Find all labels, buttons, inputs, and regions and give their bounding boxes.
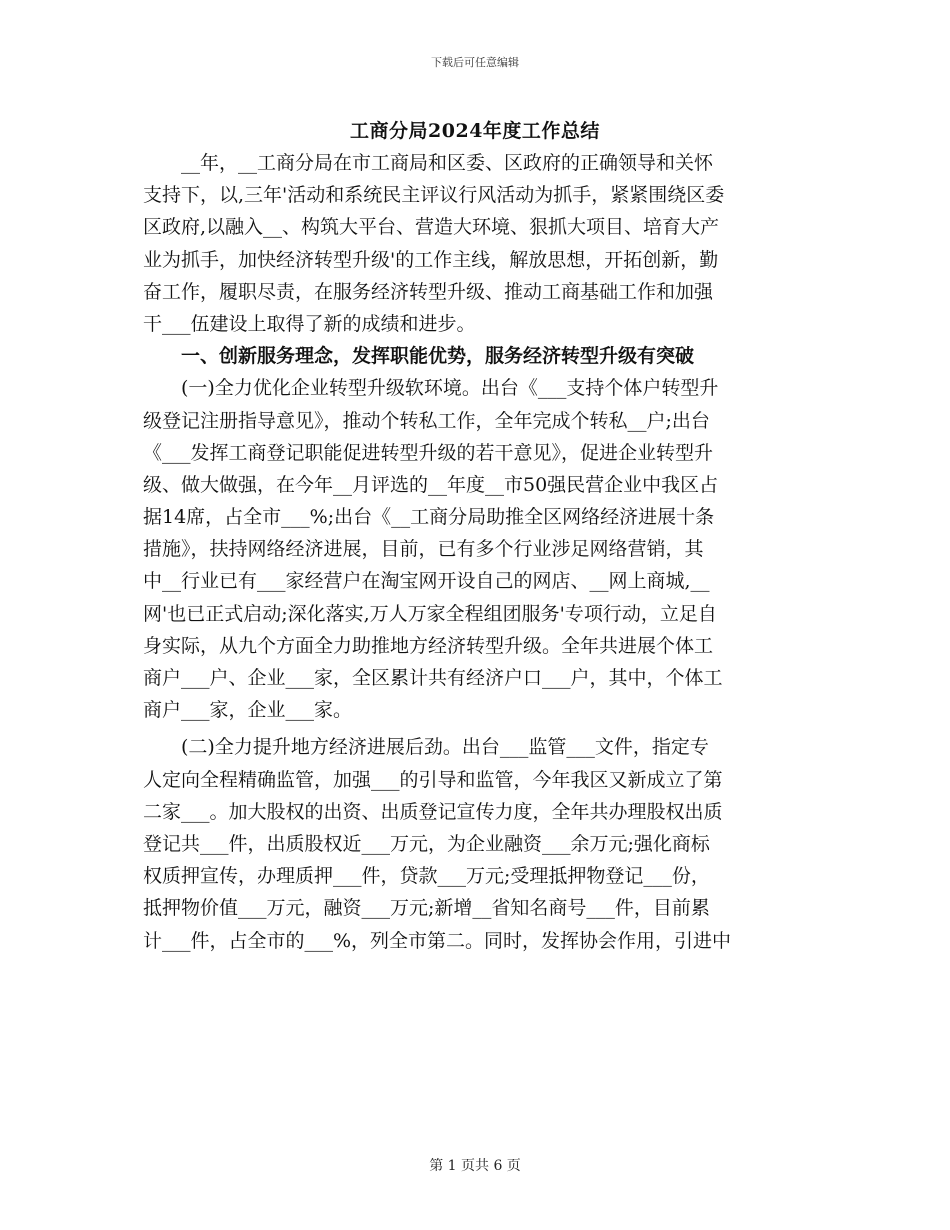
paragraph-line: 人定向全程精确监管，加强___的引导和监管，今年我区又新成立了第 — [143, 768, 723, 791]
paragraph-line: 干___伍建设上取得了新的成绩和进步。 — [143, 312, 476, 335]
paragraph-line: 区政府,以融入__、构筑大平台、营造大环境、狠抓大项目、培育大产 — [143, 216, 720, 239]
paragraph-line: 商户___家，企业___家。 — [143, 699, 353, 722]
paragraph-line: 奋工作，履职尽责，在服务经济转型升级、推动工商基础工作和加强 — [143, 280, 714, 303]
paragraph-line: 抵押物价值___万元，融资___万元;新增__省知名商号___件，目前累 — [143, 897, 710, 920]
header-note: 下载后可任意编辑 — [431, 56, 519, 69]
paragraph-line: 支持下，以,三年'活动和系统民主评议行风活动为抓手，紧紧围绕区委 — [143, 184, 725, 207]
paragraph-line: 业为抓手，加快经济转型升级'的工作主线，解放思想，开拓创新，勤 — [143, 248, 719, 271]
paragraph-line: 据14席，占全市___%;出台《__工商分局助推全区网络经济进展十条 — [143, 506, 715, 529]
paragraph-line: 二家___。加大股权的出资、出质登记宣传力度，全年共办理股权出质 — [143, 800, 723, 823]
document-title: 工商分局2024年度工作总结 — [350, 120, 600, 142]
paragraph-line: __年，__工商分局在市工商局和区委、区政府的正确领导和关怀 — [143, 152, 714, 174]
paragraph-line: 网'也已正式启动;深化落实,万人万家全程组团服务'专项行动，立足自 — [143, 602, 717, 625]
paragraph-line: 计___件，占全市的___%，列全市第二。同时，发挥协会作用，引进中 — [143, 929, 732, 952]
paragraph-line: 《___发挥工商登记职能促进转型升级的若干意见》，促进企业转型升 — [143, 441, 714, 464]
section-heading: 一、创新服务理念，发挥职能优势，服务经济转型升级有突破 — [143, 345, 695, 368]
paragraph-line: 级登记注册指导意见》，推动个转私工作，全年完成个转私__户;出台 — [143, 409, 710, 432]
paragraph-line: (一)全力优化企业转型升级软环境。出台《___支持个体户转型升 — [143, 377, 719, 400]
document-body — [143, 147, 807, 957]
paragraph-line: 权质押宣传，办理质押___件，贷款___万元;受理抵押物登记___份， — [143, 865, 710, 888]
paragraph-line: 级、做大做强，在今年__月评选的__年度__市50强民营企业中我区占 — [143, 473, 719, 496]
paragraph-line: 中__行业已有___家经营户在淘宝网开设自己的网店、__网上商城,__ — [143, 570, 710, 593]
paragraph-line: 身实际，从九个方面全力助推地方经济转型升级。全年共进展个体工 — [143, 634, 714, 657]
paragraph-line: 登记共___件，出质股权近___万元，为企业融资___余万元;强化商标 — [143, 832, 710, 855]
paragraph-line: (二)全力提升地方经济进展后劲。出台___监管___文件，指定专 — [143, 736, 709, 759]
paragraph-line: 措施》，扶持网络经济进展，目前，已有多个行业涉足网络营销，其 — [143, 538, 704, 561]
page-footer: 第 1 页共 6 页 — [429, 1158, 521, 1174]
paragraph-line: 商户___户、企业___家，全区累计共有经济户口___户，其中，个体工 — [143, 667, 723, 689]
